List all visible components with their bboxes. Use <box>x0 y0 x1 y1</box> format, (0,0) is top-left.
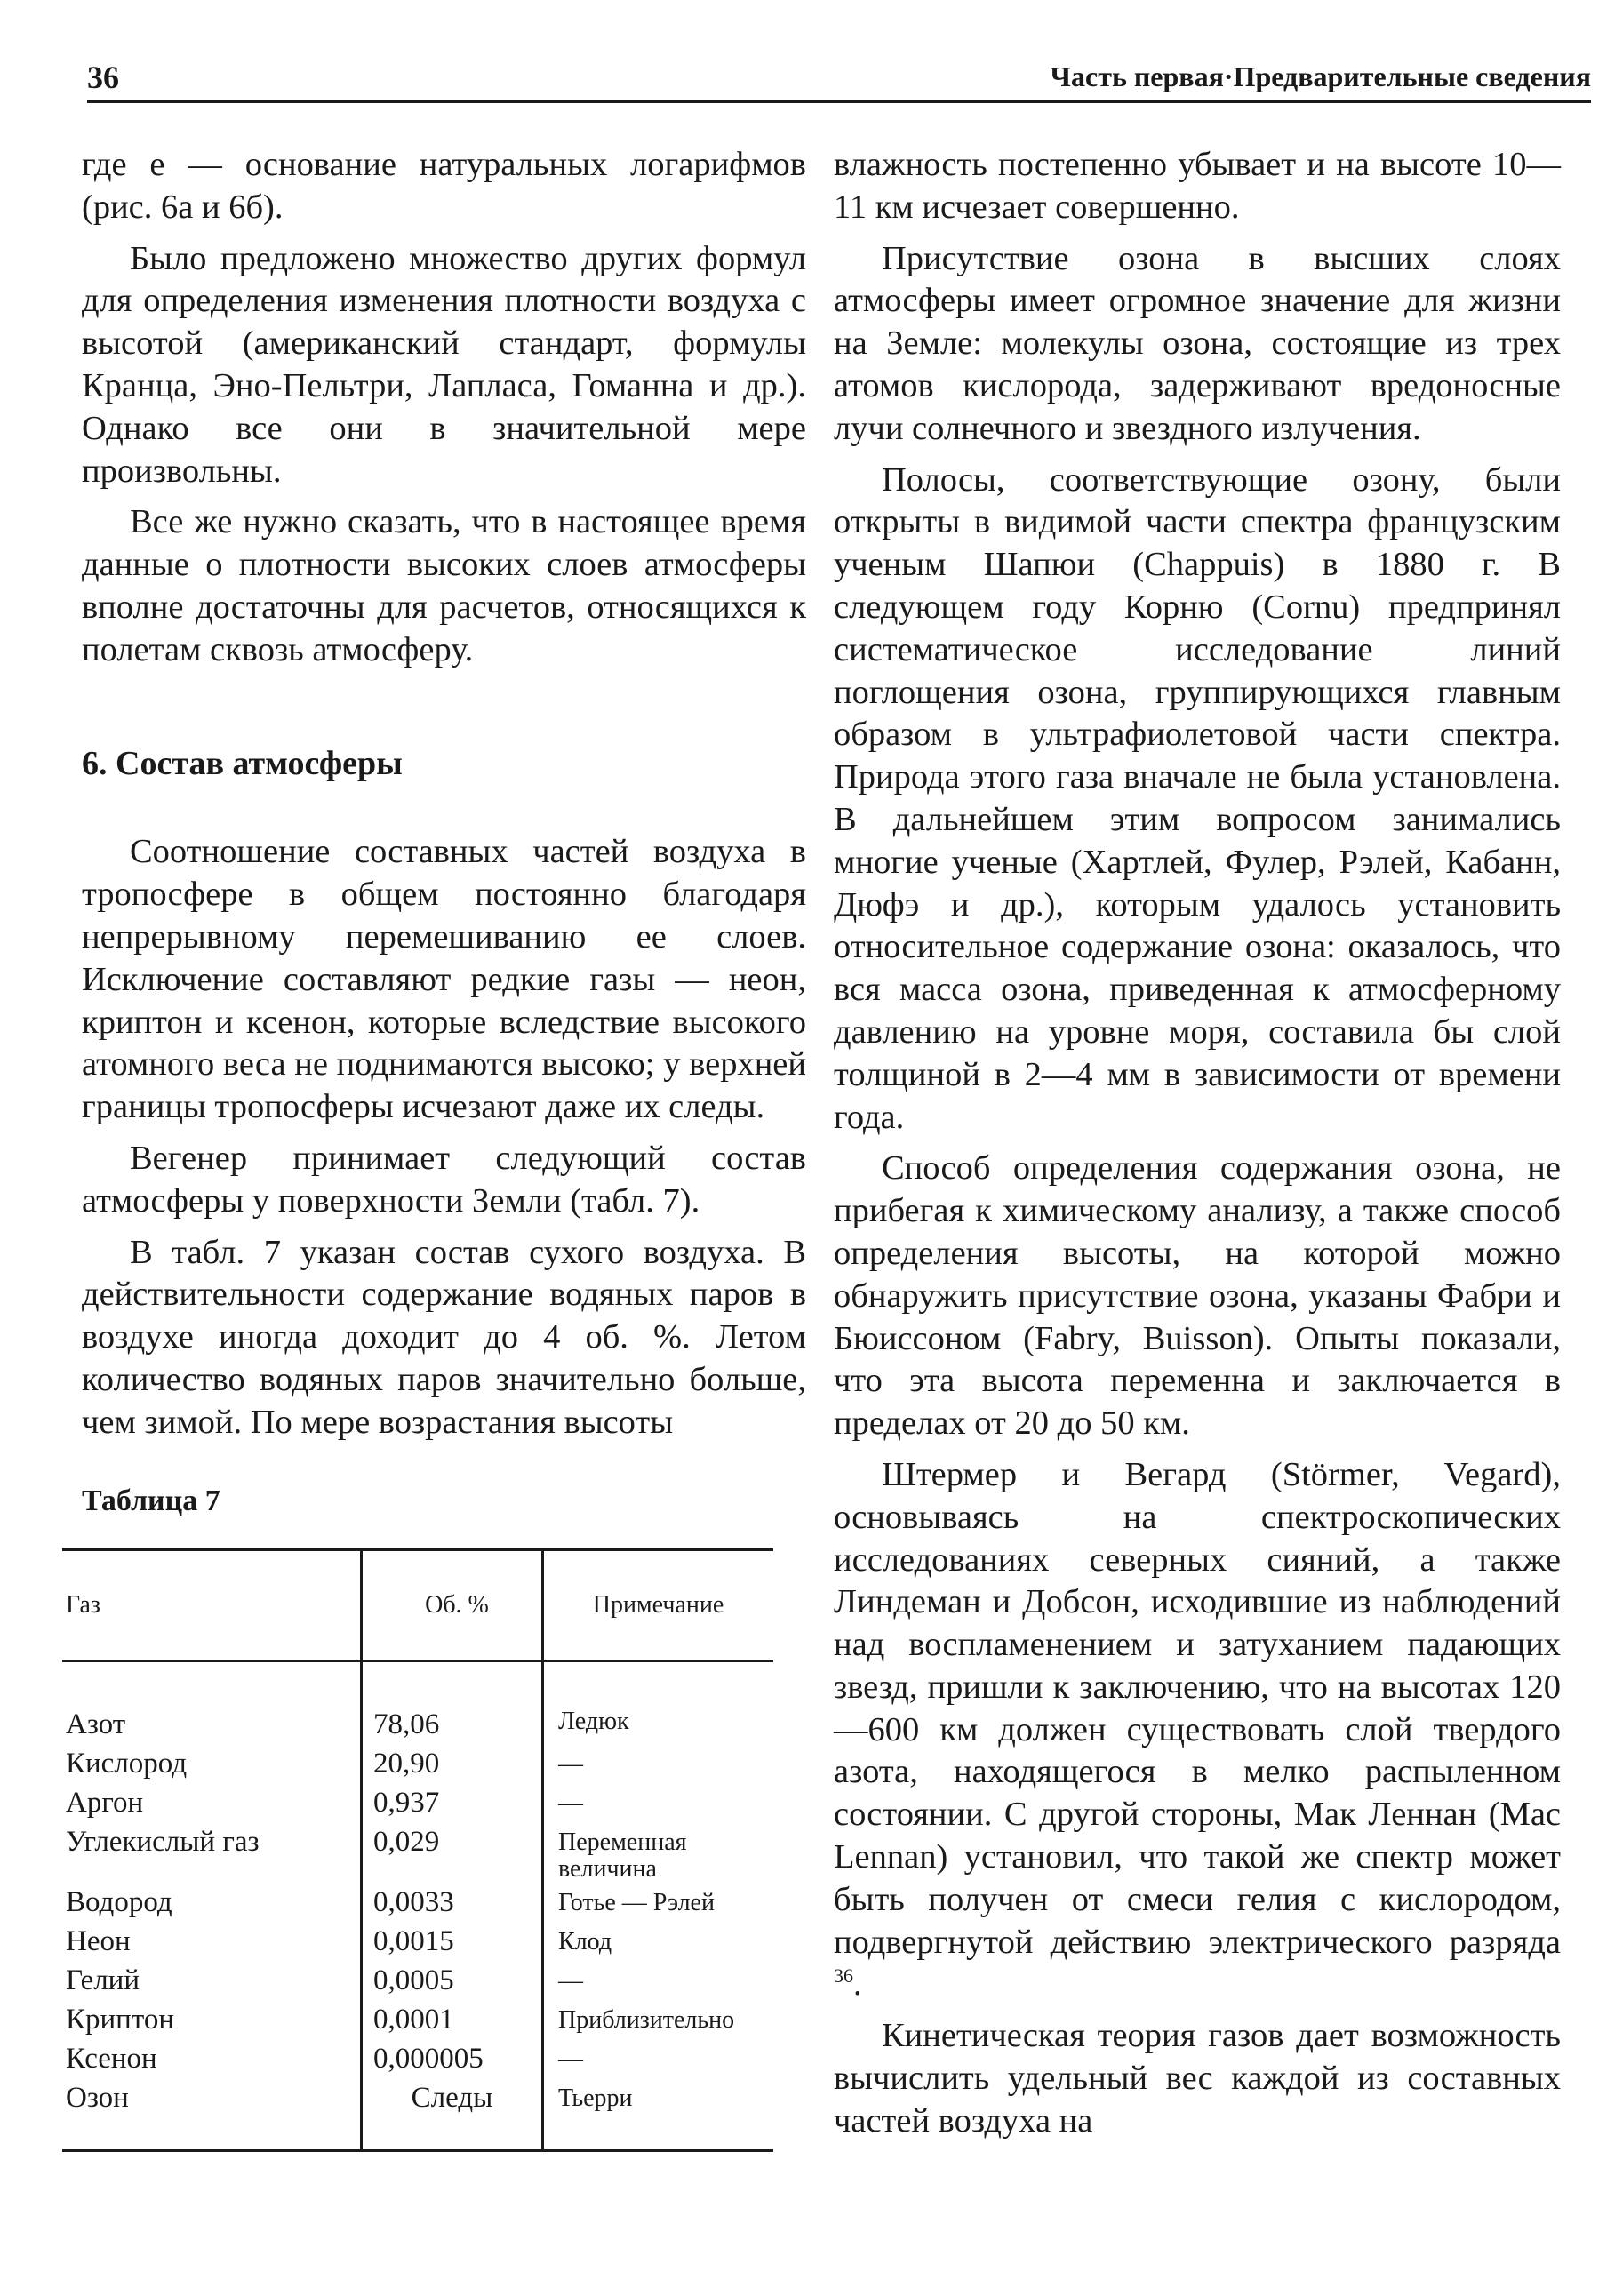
table-row <box>62 1922 773 1961</box>
cell-note: — <box>558 2045 583 2074</box>
cell-gas: Кислород <box>66 1748 188 1780</box>
table-row <box>62 1783 773 1822</box>
cell-note: Приблизительно <box>558 2006 735 2035</box>
paragraph-end: . <box>853 1965 862 2004</box>
paragraph: Было предложено множество других формул для определения изменения плотности воздуха с высотой (американский стандарт, формулы Кранца, Эно-Пельтри, Лапласа, Гоманна и др.). Однако все они в значительной мере произвольны. <box>82 239 806 490</box>
paragraph: Полосы, соответствующие озону, были открыты в видимой части спектра французским ученым Шапюи (Chappuis) в 1880 г. В следующем году Корню (Cornu) предпринял систематическое исследование линий поглощения озона, группирующихся главным образом в ультрафиолетовой части спектра. Природа этого газа вначале не была установлена. В дальнейшем этим вопросом занимались многие ученые (Хартлей, Фулер, Рэлей, Кабанн, Дюфэ и др.), которым удалось установить относительное содержание озона: оказалось, что вся масса озона, приведенная к атмосферному давлению на уровне моря, составила бы слой толщиной в 2—4 мм в зависимости от времени года. <box>834 460 1561 1136</box>
cell-note: Клод <box>558 1928 612 1956</box>
cell-volume: 20,90 <box>362 1744 543 1783</box>
right-column <box>834 144 1561 2143</box>
cell-note: Тьерри <box>558 2084 633 2113</box>
cell-gas: Ксенон <box>66 2043 157 2076</box>
table-row <box>62 1961 773 2000</box>
cell-volume: 0,000005 <box>362 2039 543 2078</box>
cell-note: — <box>558 1967 583 1996</box>
cell-volume: Следы <box>362 2078 543 2151</box>
paragraph-text: Штермер и Вегард (Störmer, Vegard), основываясь на спектроскопических исследованиях северных сияний, а также Линдеман и Добсон, исходившие из наблюдений над воспламенением и затуханием падающих звезд, пришли к заключению, что на высотах 120—600 км должен существовать слой твердого азота, находящегося в мелко распыленном состоянии. С другой стороны, Мак Леннан (Mac Lennan) установил, что такой же спектр может быть получен от смеси гелия с кислородом, подвергнутой действию электрического разряда <box>834 1455 1561 1961</box>
table-row <box>62 1822 773 1883</box>
paragraph: Соотношение составных частей воздуха в тропосфере в общем постоянно благодаря непрерывному перемешиванию ее слоев. Исключение составляют редкие газы — неон, криптон и ксенон, которые вследствие высокого атомного веса не поднимаются высоко; у верхней границы тропосферы исчезают даже их следы. <box>82 833 806 1126</box>
cell-gas: Неон <box>66 1925 131 1958</box>
cell-gas: Аргон <box>66 1787 144 1820</box>
paragraph: Кинетическая теория газов дает возможность вычислить удельный вес каждой из составных частей воздуха на <box>834 2017 1561 2140</box>
column-header-volume: Об. % <box>362 1550 543 1661</box>
footnote-marker: 36 <box>834 1964 853 1988</box>
cell-volume: 0,937 <box>362 1783 543 1822</box>
paragraph: Присутствие озона в высших слоях атмосферы имеет огромное значение для жизни на Земле: молекулы озона, состоящие из трех атомов кислорода, задерживают вредоносные лучи солнечного и звездного излучения. <box>834 239 1561 447</box>
gas-composition-table <box>62 1548 773 2152</box>
cell-volume: 0,0005 <box>362 1961 543 2000</box>
column-header-gas: Газ <box>62 1550 362 1661</box>
table-row <box>62 2039 773 2078</box>
paragraph: Вегенер принимает следующий состав атмосферы у поверхности Земли (табл. 7). <box>82 1139 806 1220</box>
table-row <box>62 1661 773 1745</box>
cell-note: Переменная величина <box>558 1828 687 1884</box>
table-row <box>62 1883 773 1922</box>
paragraph <box>834 1454 1561 2006</box>
table-row <box>62 1744 773 1783</box>
cell-volume: 0,0033 <box>362 1883 543 1922</box>
paragraph: влажность постепенно убывает и на высоте 10—11 км исчезает совершенно. <box>834 146 1561 226</box>
page-header <box>87 55 1591 103</box>
cell-note: — <box>558 1750 583 1779</box>
paragraph: где e — основание натуральных логарифмов (рис. 6а и 6б). <box>82 146 806 226</box>
table-row <box>62 2000 773 2039</box>
paragraph: Способ определения содержания озона, не прибегая к химическому анализу, а также способ определения высоты, на которой можно обнаружить присутствие озона, указаны Фабри и Бюиссоном (Fabry, Buisson). Опыты показали, что эта высота переменна и заключается в пределах от 20 до 50 км. <box>834 1149 1561 1443</box>
column-header-note: Примечание <box>543 1550 774 1661</box>
page-number: 36 <box>87 60 119 95</box>
cell-volume: 0,029 <box>362 1822 543 1883</box>
cell-volume: 0,0001 <box>362 2000 543 2039</box>
cell-gas: Озон <box>66 2082 129 2115</box>
table-header-row <box>62 1550 773 1661</box>
cell-gas: Водород <box>66 1886 172 1919</box>
left-column <box>66 144 806 2152</box>
table-caption: Таблица 7 <box>82 1484 220 1517</box>
cell-volume: 0,0015 <box>362 1922 543 1961</box>
cell-gas: Гелий <box>66 1964 140 1997</box>
cell-note: — <box>558 1789 583 1818</box>
paragraph: Все же нужно сказать, что в настоящее время данные о плотности высоких слоев атмосферы вполне достаточны для расчетов, относящихся к полетам сквозь атмосферу. <box>82 503 806 668</box>
section-heading: 6. Состав атмосферы <box>82 744 403 782</box>
cell-gas: Углекислый газ <box>66 1826 260 1859</box>
cell-gas: Азот <box>66 1708 126 1741</box>
cell-note: Готье — Рэлей <box>558 1889 715 1917</box>
running-head: Часть первая·Предварительные сведения <box>1050 60 1591 92</box>
cell-gas: Криптон <box>66 2004 174 2036</box>
table-row <box>62 2078 773 2151</box>
cell-volume: 78,06 <box>362 1661 543 1745</box>
cell-note: Ледюк <box>558 1708 629 1736</box>
paragraph: В табл. 7 указан состав сухого воздуха. В действительности содержание водяных паров в воздухе иногда доходит до 4 об. %. Летом количество водяных паров значительно больше, чем зимой. По мере возрастания высоты <box>82 1233 806 1441</box>
